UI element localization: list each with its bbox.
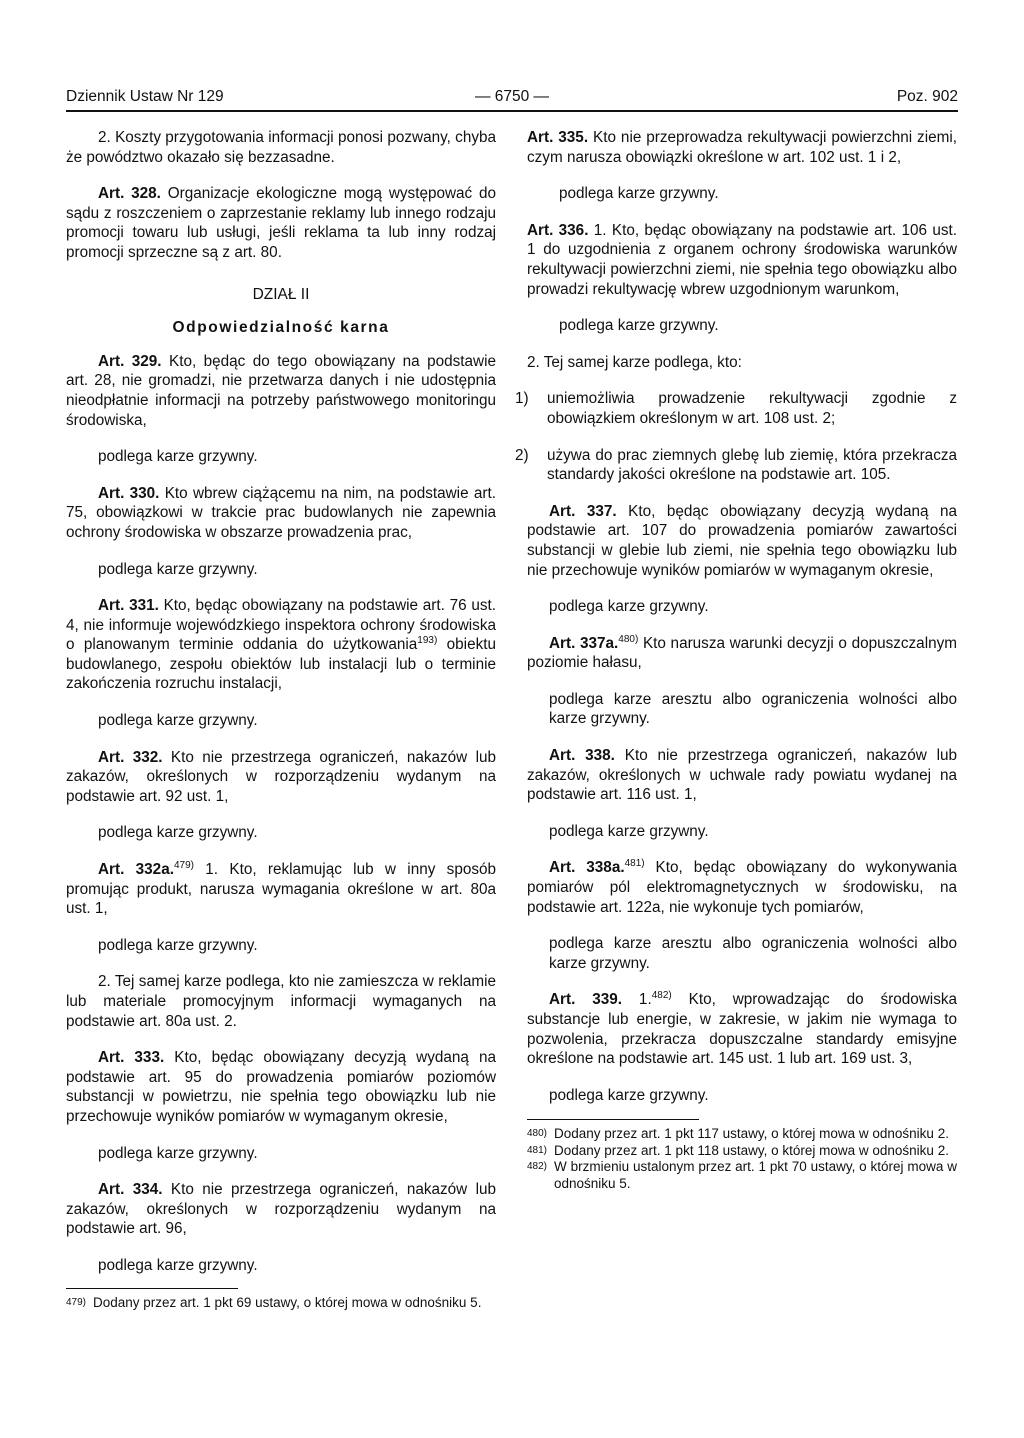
penalty-text: podlega karze aresztu albo ograniczenia wolności albo karze grzywny. (549, 690, 957, 728)
article-328 (66, 184, 496, 262)
article-label: Art. 338a. (549, 859, 625, 877)
paragraph: 2. Tej samej karze podlega, kto: (527, 353, 742, 371)
penalty-text: podlega karze grzywny. (549, 1086, 709, 1104)
list-item-text: uniemożliwia prowadzenie rekultywacji zgodnie z obowiązkiem określonym w art. 108 ust. 2; (547, 390, 957, 427)
article-text: Kto nie przeprowadza rekultywacji powierzchni ziemi, czym narusza obowiązki określone w art. 102 ust. 1 i 2, (527, 129, 957, 166)
article-text: Organizacje ekologiczne mogą występować do sądu z roszczeniem o zaprzestanie reklamy lub innego rodzaju promocji towaru lub usługi, jeśli reklama ta lub inny rodzaj promocji sprzeczne są z art. 80. (66, 185, 496, 261)
footnote-ref: 480) (618, 633, 639, 645)
footnote-mark: 482) (527, 1161, 548, 1173)
list-marker: 1) (515, 390, 529, 408)
position-number: Poz. 902 (896, 88, 958, 105)
article-337a (527, 634, 957, 673)
paragraph: 2. Tej samej karze podlega, kto nie zamieszcza w reklamie lub materiale promocyjnym informacji wymaganych na podstawie art. 80a ust. 2. (66, 973, 496, 1030)
right-column (515, 128, 958, 1192)
list-marker: 2) (515, 446, 529, 464)
article-text: Kto, wprowadzając do środowiska substancje lub energie, w zakresie, w jakim nie wymaga to pozwolenia, przekracza dopuszczalne standardy emisyjne określone na podstawie art. 145 ust. 1 lub art. 169 ust. 3, (527, 991, 958, 1068)
footnote-ref: 481) (624, 858, 645, 870)
penalty-text: podlega karze grzywny. (559, 317, 719, 335)
footnote-text: Dodany przez art. 1 pkt 117 ustawy, o której mowa w odnośniku 2. (554, 1126, 949, 1142)
article-label: Art. 331. (98, 597, 159, 615)
article-text: Kto, będąc do tego obowiązany na podstawie art. 28, nie gromadzi, nie przetwarza danych i nie udostępnia nieodpłatnie informacji na potrzeby państwowego monitoringu środowiska, (66, 352, 496, 429)
footnote-divider (66, 1288, 238, 1289)
section-label: DZIAŁ II (252, 285, 310, 303)
article-label: Art. 336. (527, 221, 589, 239)
article-label: Art. 335. (527, 129, 589, 146)
list-item (515, 389, 957, 428)
article-334 (66, 1180, 496, 1239)
article-label: Art. 329. (98, 352, 162, 370)
article-label: Art. 330. (98, 484, 160, 502)
penalty-text: podlega karze grzywny. (98, 824, 258, 842)
article-text: Kto, będąc obowiązany decyzją wydaną na podstawie art. 95 do prowadzenia pomiarów poziomów substancji w powietrzu, nie spełnia tego obowiązku lub nie przechowuje wyników pomiarów w wymaganym okresie, (66, 1049, 496, 1125)
article-text: obiektu budowlanego, zespołu obiektów lub instalacji lub o terminie zakończenia rozruchu instalacji, (66, 636, 496, 693)
article-text: Kto nie przestrzega ograniczeń, nakazów lub zakazów, określonych w rozporządzeniu wydanym na podstawie art. 92 ust. 1, (66, 748, 496, 805)
article-text: Kto, będąc obowiązany na podstawie art. 76 ust. 4, nie informuje wojewódzkiego inspektora ochrony środowiska o planowanym terminie oddania do użytkowania (66, 597, 496, 654)
article-339 (527, 990, 957, 1068)
left-column (66, 128, 496, 1311)
article-336 (527, 221, 957, 299)
footnote-ref: 193) (417, 635, 438, 647)
section-title: Odpowiedzialność karna (172, 319, 390, 337)
footnote-ref: 479) (173, 859, 194, 871)
footnote (66, 1295, 496, 1312)
article-331 (66, 596, 496, 694)
article-332 (66, 748, 496, 807)
penalty-text: podlega karze grzywny. (98, 1256, 258, 1274)
header-divider (66, 110, 958, 112)
article-text: 1. Kto, reklamując lub w inny sposób promując produkt, narusza wymagania określone w art. 80a ust. 1, (66, 861, 497, 918)
footnote (527, 1159, 957, 1192)
article-338 (527, 746, 957, 805)
article-330 (66, 484, 496, 543)
article-number: 1. (622, 991, 652, 1009)
article-text: Kto narusza warunki decyzji o dopuszczalnym poziomie hałasu, (527, 634, 957, 672)
article-335 (527, 128, 957, 167)
penalty-text: podlega karze grzywny. (559, 185, 719, 203)
article-label: Art. 328. (98, 185, 161, 203)
article-338a (527, 858, 957, 917)
footnote-text: Dodany przez art. 1 pkt 118 ustawy, o której mowa w odnośniku 2. (554, 1142, 949, 1158)
article-text: 1. Kto, będąc obowiązany na podstawie art. 106 ust. 1 do uzgodnienia z organem ochrony środowiska warunków rekultywacji powierzchni ziemi, nie spełnia tego obowiązku albo prowadzi rekultywację wbrew uzgodnionym warunkom, (527, 221, 957, 298)
article-text: Kto nie przestrzega ograniczeń, nakazów lub zakazów, określonych w rozporządzeniu wydanym na podstawie art. 96, (66, 1181, 496, 1238)
page-header (66, 88, 958, 112)
penalty-text: podlega karze grzywny. (98, 936, 258, 954)
penalty-text: podlega karze grzywny. (549, 822, 709, 840)
footnote-text: Dodany przez art. 1 pkt 69 ustawy, o której mowa w odnośniku 5. (93, 1294, 482, 1310)
footnote-mark: 479) (66, 1296, 87, 1308)
article-text: Kto, będąc obowiązany do wykonywania pomiarów pól elektromagnetycznych w środowisku, na podstawie art. 122a, nie wykonuje tych pomiarów, (527, 859, 957, 916)
article-label: Art. 337. (549, 502, 617, 520)
footnote-text: W brzmieniu ustalonym przez art. 1 pkt 70 ustawy, o której mowa w odnośniku 5. (554, 1159, 957, 1191)
article-text: Kto wbrew ciążącemu na nim, na podstawie art. 75, obowiązkowi w trakcie prac budowlanych nie zapewnia ochrony środowiska w obszarze prowadzenia prac, (66, 484, 496, 541)
article-label: Art. 338. (549, 747, 615, 765)
article-label: Art. 337a. (549, 634, 619, 652)
footnote-mark: 480) (527, 1128, 548, 1140)
article-label: Art. 332a. (98, 861, 174, 879)
article-333 (66, 1048, 496, 1126)
article-label: Art. 339. (549, 991, 623, 1009)
article-label: Art. 333. (98, 1049, 165, 1067)
paragraph-text: 2. Koszty przygotowania informacji ponosi pozwany, chyba że powództwo okazało się bezzasadne. (66, 129, 496, 166)
article-label: Art. 334. (98, 1181, 163, 1199)
journal-title: Dziennik Ustaw Nr 129 (66, 88, 224, 105)
footnote-divider (527, 1119, 699, 1120)
list-item-text: używa do prac ziemnych glebę lub ziemię, która przekracza standardy jakości określone na podstawie art. 105. (547, 446, 957, 484)
footnote-mark: 481) (527, 1144, 548, 1156)
article-329 (66, 352, 496, 430)
article-text: Kto nie przestrzega ograniczeń, nakazów lub zakazów, określonych w uchwale rady powiatu wydanej na podstawie art. 116 ust. 1, (527, 747, 957, 804)
article-332a (66, 860, 496, 919)
penalty-text: podlega karze grzywny. (98, 560, 258, 578)
penalty-text: podlega karze grzywny. (98, 1144, 258, 1162)
paragraph (66, 128, 496, 167)
article-text: Kto, będąc obowiązany decyzją wydaną na podstawie art. 107 do prowadzenia pomiarów zawartości substancji w glebie lub ziemi, nie spełnia tego obowiązku lub nie przechowuje wyników pomiarów w wymaganym okresie, (527, 502, 958, 579)
penalty-text: podlega karze grzywny. (98, 712, 258, 730)
list-item (515, 446, 957, 485)
penalty-text: podlega karze grzywny. (98, 448, 258, 466)
article-label: Art. 332. (98, 748, 163, 766)
footnote (527, 1143, 957, 1160)
footnote-ref: 482) (651, 990, 672, 1002)
penalty-text: podlega karze grzywny. (549, 598, 709, 616)
article-337 (527, 502, 957, 580)
penalty-text: podlega karze aresztu albo ograniczenia wolności albo karze grzywny. (549, 935, 957, 972)
footnote (527, 1126, 957, 1143)
page-number: — 6750 — (474, 88, 550, 105)
